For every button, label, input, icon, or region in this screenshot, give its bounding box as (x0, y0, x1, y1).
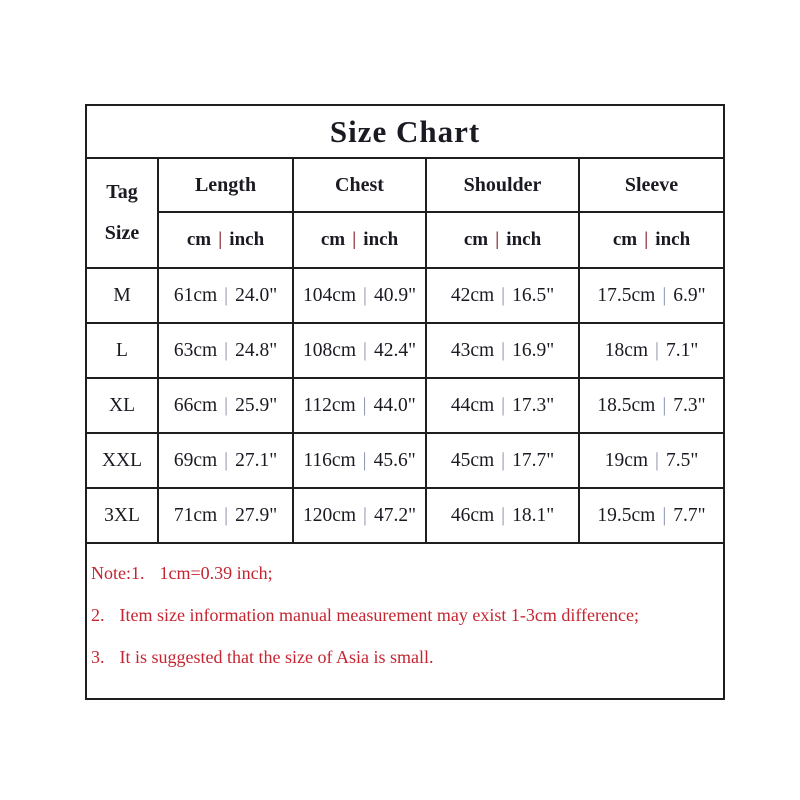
inch-value: 16.5" (512, 284, 555, 306)
header-sleeve: Sleeve (579, 158, 724, 212)
inch-value: 17.7" (512, 449, 555, 471)
shoulder-value (426, 488, 579, 543)
inch-value: 27.9" (235, 504, 278, 526)
unit-inch-label: inch (363, 229, 399, 250)
unit-shoulder (426, 212, 579, 268)
unit-inch-label: inch (506, 229, 542, 250)
chest-value (293, 378, 426, 433)
cm-value: 42cm (450, 284, 495, 306)
cm-value: 44cm (450, 394, 495, 416)
inch-value: 6.9" (673, 284, 706, 306)
sleeve-value (579, 433, 724, 488)
cm-value: 43cm (450, 339, 495, 361)
value-separator: | (363, 339, 367, 361)
cm-value: 69cm (173, 449, 218, 471)
table-row-3xl (86, 488, 724, 543)
value-separator: | (655, 339, 659, 361)
value-separator: | (501, 394, 506, 416)
page-title: Size Chart (86, 105, 724, 158)
size-chart (85, 104, 725, 700)
shoulder-value (426, 433, 579, 488)
unit-separator: | (644, 229, 649, 250)
inch-value: 24.8" (235, 339, 278, 361)
size-label: XXL (86, 433, 158, 488)
chest-value (293, 323, 426, 378)
cm-value: 61cm (173, 284, 218, 306)
header-tag-size (86, 158, 158, 268)
shoulder-value (426, 268, 579, 323)
note-3 (91, 646, 717, 668)
inch-value: 17.3" (512, 394, 555, 416)
sleeve-value (579, 378, 724, 433)
value-separator: | (501, 504, 506, 526)
unit-inch-label: inch (655, 229, 691, 250)
inch-value: 7.7" (673, 504, 706, 526)
size-chart-table (85, 104, 723, 700)
cm-value: 18.5cm (597, 394, 656, 416)
unit-cm-label: cm (320, 229, 346, 250)
cm-value: 17.5cm (597, 284, 656, 306)
shoulder-value (426, 323, 579, 378)
value-separator: | (224, 339, 229, 361)
value-separator: | (363, 504, 367, 526)
chest-value (293, 488, 426, 543)
inch-value: 27.1" (235, 449, 278, 471)
inch-value: 24.0" (235, 284, 278, 306)
inch-value: 25.9" (235, 394, 278, 416)
cm-value: 71cm (173, 504, 218, 526)
inch-value: 44.0" (373, 394, 416, 416)
value-separator: | (662, 284, 667, 306)
unit-inch-label: inch (229, 229, 265, 250)
note-2 (91, 604, 717, 626)
sleeve-value (579, 323, 724, 378)
notes-section (86, 543, 724, 699)
size-label: 3XL (86, 488, 158, 543)
size-label: L (86, 323, 158, 378)
value-separator: | (362, 394, 367, 416)
inch-value: 45.6" (373, 449, 416, 471)
inch-value: 40.9" (373, 284, 417, 306)
inch-value: 7.3" (673, 394, 706, 416)
note-1-text: 1cm=0.39 inch; (159, 563, 273, 583)
cm-value: 19cm (604, 449, 649, 471)
cm-value: 120cm (302, 504, 357, 526)
cm-value: 46cm (450, 504, 495, 526)
value-separator: | (501, 284, 506, 306)
inch-value: 7.5" (665, 449, 699, 471)
size-label: M (86, 268, 158, 323)
shoulder-value (426, 378, 579, 433)
sleeve-value (579, 488, 724, 543)
value-separator: | (501, 339, 506, 361)
value-separator: | (224, 449, 229, 471)
length-value (158, 268, 293, 323)
chest-value (293, 433, 426, 488)
header-chest: Chest (293, 158, 426, 212)
unit-cm-label: cm (186, 229, 212, 250)
inch-value: 47.2" (373, 504, 417, 526)
table-row-l (86, 323, 724, 378)
unit-separator: | (495, 229, 500, 250)
cm-value: 45cm (450, 449, 495, 471)
cm-value: 63cm (173, 339, 218, 361)
unit-length (158, 212, 293, 268)
sleeve-value (579, 268, 724, 323)
length-value (158, 433, 293, 488)
unit-cm-label: cm (463, 229, 489, 250)
length-value (158, 323, 293, 378)
value-separator: | (224, 504, 229, 526)
table-row-xl (86, 378, 724, 433)
length-value (158, 378, 293, 433)
cm-value: 66cm (173, 394, 218, 416)
length-value (158, 488, 293, 543)
note-1 (91, 562, 717, 584)
header-shoulder: Shoulder (426, 158, 579, 212)
note-2-text: Item size information manual measurement may exist 1-3cm difference; (119, 605, 639, 625)
value-separator: | (662, 504, 667, 526)
value-separator: | (662, 394, 667, 416)
note-1-prefix: Note:1. (91, 563, 145, 583)
inch-value: 18.1" (512, 504, 555, 526)
cm-value: 112cm (303, 394, 356, 416)
header-tag-line1: Tag (106, 181, 138, 203)
unit-cm-label: cm (612, 229, 638, 250)
chest-value (293, 268, 426, 323)
table-row-m (86, 268, 724, 323)
value-separator: | (224, 284, 229, 306)
value-separator: | (501, 449, 506, 471)
cm-value: 19.5cm (597, 504, 656, 526)
header-length: Length (158, 158, 293, 212)
cm-value: 116cm (303, 449, 356, 471)
cm-value: 18cm (604, 339, 649, 361)
unit-sleeve (579, 212, 724, 268)
unit-chest (293, 212, 426, 268)
cm-value: 104cm (302, 284, 357, 306)
size-label: XL (86, 378, 158, 433)
unit-separator: | (218, 229, 223, 250)
value-separator: | (224, 394, 229, 416)
inch-value: 16.9" (512, 339, 555, 361)
table-row-xxl (86, 433, 724, 488)
inch-value: 42.4" (373, 339, 417, 361)
value-separator: | (655, 449, 659, 471)
value-separator: | (363, 284, 367, 306)
unit-separator: | (352, 229, 357, 250)
value-separator: | (362, 449, 367, 471)
note-2-prefix: 2. (91, 605, 105, 625)
inch-value: 7.1" (665, 339, 699, 361)
note-3-prefix: 3. (91, 647, 105, 667)
note-3-text: It is suggested that the size of Asia is small. (119, 647, 434, 667)
header-tag-line2: Size (104, 222, 140, 244)
cm-value: 108cm (302, 339, 357, 361)
